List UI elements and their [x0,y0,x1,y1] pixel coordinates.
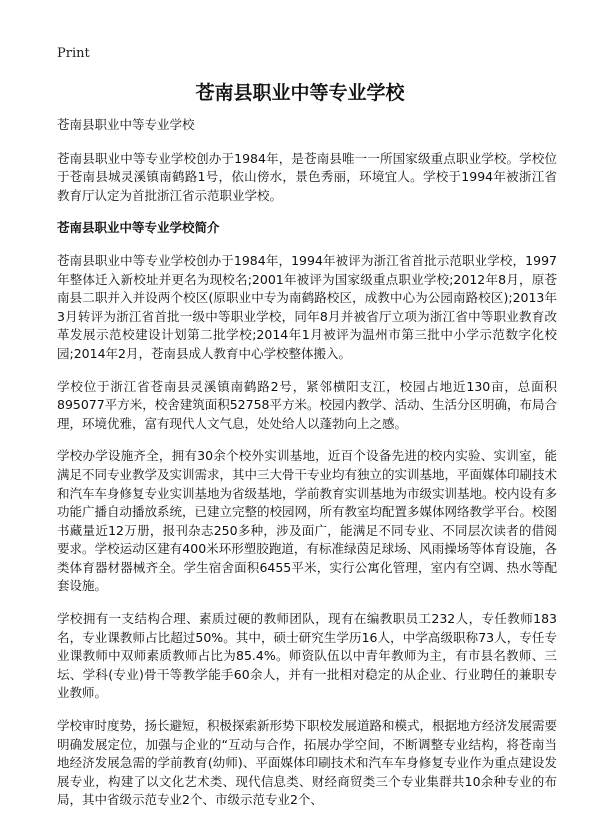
intro-paragraph: 苍南县职业中等专业学校创办于1984年，是苍南县唯一一所国家级重点职业学校。学校位于苍南县城灵溪镇南鹤路1号，依山傍水，景色秀丽，环境宜人。学校于1994年被浙江省教育厅认定为首批浙江省示范职业学校。 [57,150,557,203]
paragraph-faculty: 学校拥有一支结构合理、素质过硬的教师团队，现有在编教职员工232人，专任教师183名，专业课教师占比超过50%。其中，硕士研究生学历16人，中学高级职称73人，专任专业课教师中双师素质教师占比为85.4%。师资队伍以中青年教师为主，有市县名教师、三坛、学科(专业)骨干等教学能手60余人，并有一批相对稳定的从企业、行业聘任的兼职专业教师。 [57,611,557,701]
paragraph-development: 学校审时度势，扬长避短，积极探索新形势下职校发展道路和模式，根据地方经济发展需要明确发展定位，加强与企业的“互动与合作，拓展办学空间，不断调整专业结构，将苍南当地经济发展急需的学前教育(幼师)、平面媒体印刷技术和汽车车身修复专业作为重点建设发展专业，构建了以文化艺术类、现代信息类、财经商贸类三个专业集群共10余种专业的布局，其中省级示范专业2个、市级示范专业2个、 [57,718,558,808]
document-subtitle: 苍南县职业中等专业学校 [57,117,195,132]
document-body [57,116,557,824]
paragraph-history: 苍南县职业中等专业学校创办于1984年，1994年被评为浙江省首批示范职业学校，1997年整体迁入新校址并更名为现校名;2001年被评为国家级重点职业学校;2012年8月，原苍南县二职并入并设两个校区(原职业中专为南鹤路校区，成教中心为公园南路校区);2013年3月转评为浙江省首批一级中等职业学校，同年8月并被省厅立项为浙江省中等职业教育改革发展示范校建设计划第二批学校;2014年1月被评为温州市第三批中小学示范数字化校园;2014年2月，苍南县成人教育中心学校整体搬入。 [57,252,557,361]
print-link[interactable]: Print [57,46,90,61]
paragraph-campus: 学校位于浙江省苍南县灵溪镇南鹤路2号，紧邻横阳支江，校园占地近130亩，总面积895077平方米，校舍建筑面积52758平方米。校园内教学、活动、生活分区明确，布局合理，环境优雅，富有现代人文气息，处处给人以蓬勃向上之感。 [57,378,557,431]
section-heading: 苍南县职业中等专业学校简介 [57,220,220,236]
paragraph-facilities: 学校办学设施齐全，拥有30余个校外实训基地，近百个设备先进的校内实验、实训室，能满足不同专业教学及实训需求，其中三大骨干专业均有独立的实训基地，平面媒体印刷技术和汽车车身修复专业实训基地为省级基地，学前教育实训基地为市级实训基地。校内设有多功能广播自动播放系统，已建立完整的校园网，所有教室均配置多媒体网络教学平台。校图书藏量近12万册，报刊杂志250多种，涉及面广，能满足不同专业、不同层次读者的借阅要求。学校运动区建有400米环形塑胶跑道，有标准绿茵足球场、风雨操场等体育设施，各类体育器材器械齐全。学生宿舍面积6455平米，实行公寓化管理，室内有空调、热水等配套设施。 [57,448,558,594]
page-title: 苍南县职业中等专业学校 [195,82,405,104]
